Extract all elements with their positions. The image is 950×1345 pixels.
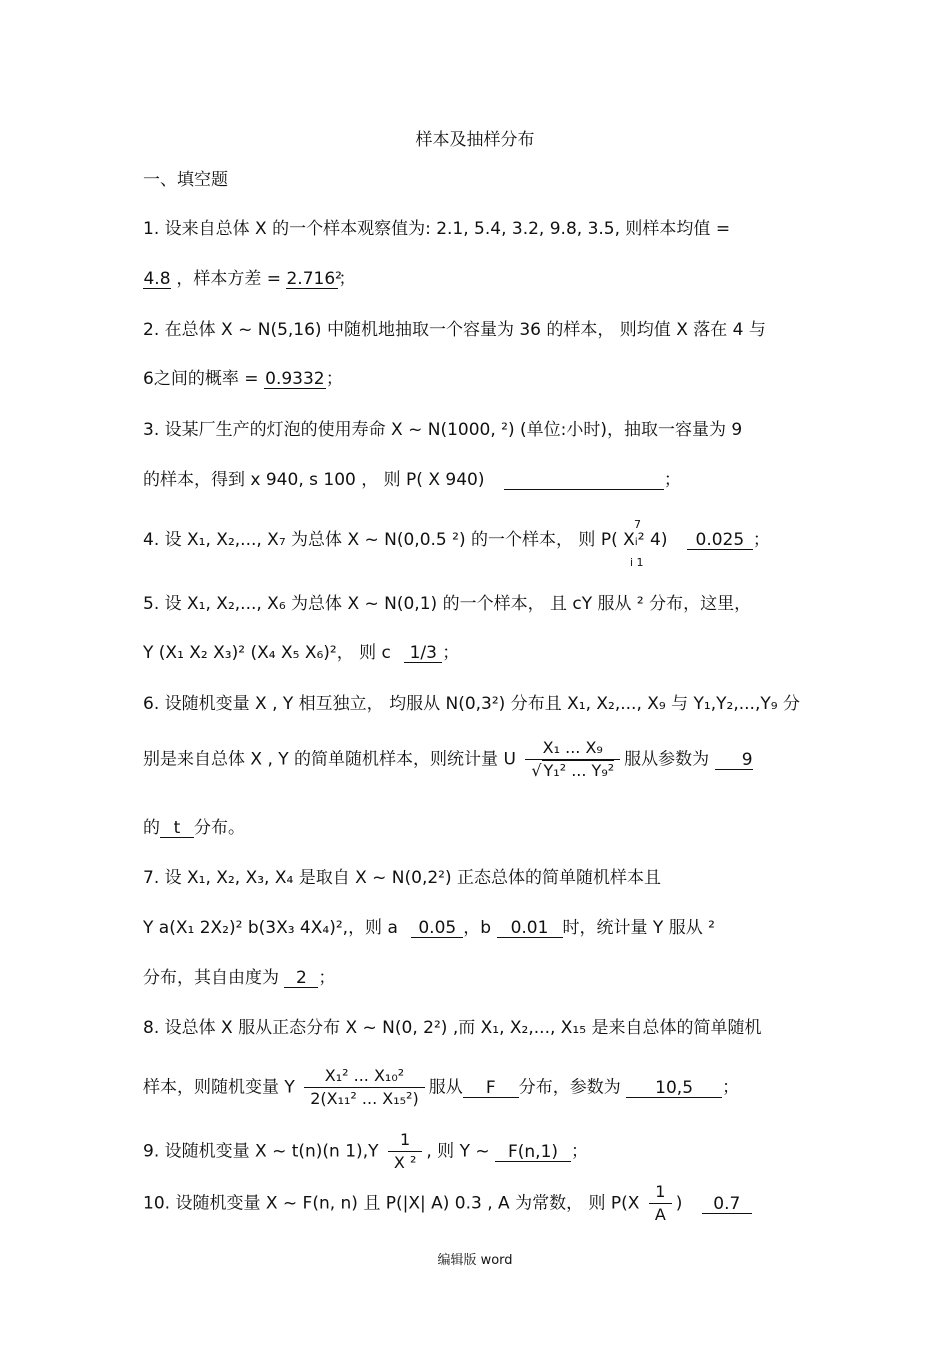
q7-line2-post: 时，统计量 Y 服从 ² bbox=[562, 918, 715, 938]
q4-sum-upper: 7 bbox=[634, 518, 641, 531]
q10-line bbox=[143, 1182, 752, 1225]
q7-answer-df: 2 bbox=[284, 969, 318, 988]
q9-end: ； bbox=[571, 1141, 589, 1162]
q9-mid: , 则 Y ~ bbox=[426, 1141, 490, 1162]
q9-frac-numerator: 1 bbox=[388, 1130, 422, 1152]
q2-line1: 2. 在总体 X ~ N(5,16) 中随机地抽取一个容量为 36 的样本， 则均值 X 落在 4 与 bbox=[143, 320, 766, 340]
q9-frac-denominator: X ² bbox=[393, 1153, 417, 1172]
q4-sum-lower: i 1 bbox=[630, 556, 644, 569]
q6-fraction bbox=[525, 738, 620, 781]
q3-line1: 3. 设某厂生产的灯泡的使用寿命 X ~ N(1000, ²) (单位:小时)，抽取一容量为 9 bbox=[143, 420, 743, 440]
q8-frac-denominator: 2(X₁₁² ... X₁₅²) bbox=[310, 1089, 419, 1108]
q8-line2-mid: 服从 bbox=[428, 1077, 463, 1098]
q7-line2 bbox=[143, 918, 715, 938]
q3-line2-text: 的样本，得到 x 940, s 100 ， 则 P( X 940) bbox=[143, 470, 485, 490]
q5-answer: 1/3 bbox=[404, 644, 442, 663]
q7-mid: ，b bbox=[463, 918, 492, 938]
q7-end: ； bbox=[318, 968, 336, 988]
q3-line2 bbox=[143, 470, 681, 490]
q2-line2-text: 6之间的概率 = bbox=[143, 369, 259, 389]
q8-frac-numerator: X₁² ... X₁₀² bbox=[304, 1066, 425, 1088]
q5-line2 bbox=[143, 643, 459, 663]
q8-answer-dist: F bbox=[463, 1079, 519, 1098]
q4-line bbox=[143, 530, 770, 550]
q6-line2-post: 服从参数为 bbox=[624, 749, 710, 770]
q1-end: ； bbox=[338, 269, 356, 289]
q1-answer-mean: 4.8 bbox=[143, 269, 171, 289]
q3-end: ； bbox=[663, 470, 681, 490]
q7-line2-pre: Y a(X₁ 2X₂)² b(3X₃ 4X₄)²,，则 a bbox=[143, 918, 398, 938]
q10-post: ) bbox=[675, 1193, 683, 1214]
q10-pre: 10. 设随机变量 X ~ F(n, n) 且 P(|X| A) 0.3 , A 为常数， 则 P(X bbox=[143, 1193, 640, 1214]
q3-answer-blank bbox=[504, 471, 664, 490]
q2-line2 bbox=[143, 369, 343, 389]
q7-answer-b: 0.01 bbox=[497, 919, 563, 938]
q9-fraction bbox=[388, 1130, 422, 1173]
q6-line3-pre: 的 bbox=[143, 818, 160, 838]
q6-line3-post: 分布。 bbox=[194, 818, 245, 838]
q8-line2 bbox=[143, 1066, 739, 1109]
q6-frac-denominator: √ Y₁² ... Y₉² bbox=[531, 761, 615, 780]
q9-answer: F(n,1) bbox=[495, 1143, 571, 1162]
q10-frac-denominator: A bbox=[654, 1205, 666, 1224]
q8-end: ； bbox=[722, 1077, 740, 1098]
q4-text: 4. 设 X₁, X₂,..., X₇ 为总体 X ~ N(0,0.5 ²) 的一个样本， 则 P( Xᵢ² 4) bbox=[143, 530, 668, 550]
section-heading: 一、填空题 bbox=[143, 170, 228, 190]
q1-line2 bbox=[143, 269, 355, 289]
q8-line1: 8. 设总体 X 服从正态分布 X ~ N(0, 2²) ,而 X₁, X₂,..., X₁₅ 是来自总体的简单随机 bbox=[143, 1018, 762, 1038]
q7-line3 bbox=[143, 968, 335, 988]
q8-answer-param: 10,5 bbox=[626, 1079, 722, 1098]
q5-line1: 5. 设 X₁, X₂,..., X₆ 为总体 X ~ N(0,1) 的一个样本， 且 cY 服从 ² 分布，这里， bbox=[143, 594, 752, 614]
q6-line2-pre: 别是来自总体 X , Y 的简单随机样本，则统计量 U bbox=[143, 749, 516, 770]
q10-fraction bbox=[649, 1182, 672, 1225]
q7-answer-a: 0.05 bbox=[411, 919, 463, 938]
q6-sqrt-content: Y₁² ... Y₉² bbox=[543, 761, 615, 780]
q6-answer-dist: t bbox=[160, 819, 194, 838]
page-footer: 编辑版 word bbox=[437, 1253, 513, 1268]
q6-line2 bbox=[143, 738, 753, 781]
q1-mid-text: ，样本方差 = bbox=[171, 269, 287, 289]
q6-line1: 6. 设随机变量 X , Y 相互独立， 均服从 N(0,3²) 分布且 X₁, X₂,..., X₉ 与 Y₁,Y₂,...,Y₉ 分 bbox=[143, 694, 800, 714]
q1-line1: 1. 设来自总体 X 的一个样本观察值为: 2.1, 5.4, 3.2, 9.8, 3.5, 则样本均值 = bbox=[143, 219, 731, 239]
q10-frac-numerator: 1 bbox=[649, 1182, 672, 1204]
q9-pre: 9. 设随机变量 X ~ t(n)(n 1),Y bbox=[143, 1141, 379, 1162]
q6-answer-param: 9 bbox=[715, 751, 753, 770]
q1-answer-var: 2.716² bbox=[286, 269, 342, 289]
q10-answer: 0.7 bbox=[702, 1195, 752, 1214]
q6-frac-numerator: X₁ ... X₉ bbox=[525, 738, 620, 760]
q4-answer: 0.025 bbox=[687, 531, 753, 550]
q2-end: ； bbox=[325, 369, 343, 389]
q7-line1: 7. 设 X₁, X₂, X₃, X₄ 是取自 X ~ N(0,2²) 正态总体的简单随机样本且 bbox=[143, 868, 662, 888]
q7-line3-pre: 分布，其自由度为 bbox=[143, 968, 279, 988]
page-title: 样本及抽样分布 bbox=[415, 130, 535, 150]
q5-end: ； bbox=[442, 643, 460, 663]
q8-line2-mid2: 分布，参数为 bbox=[518, 1077, 621, 1098]
q6-line3 bbox=[143, 818, 245, 838]
q5-line2-text: Y (X₁ X₂ X₃)² (X₄ X₅ X₆)²， 则 c bbox=[143, 643, 391, 663]
q2-answer: 0.9332 bbox=[265, 369, 325, 389]
q4-end: ； bbox=[752, 530, 770, 550]
q9-line bbox=[143, 1130, 588, 1173]
q8-line2-pre: 样本，则随机变量 Y bbox=[143, 1077, 295, 1098]
q8-fraction bbox=[304, 1066, 425, 1109]
